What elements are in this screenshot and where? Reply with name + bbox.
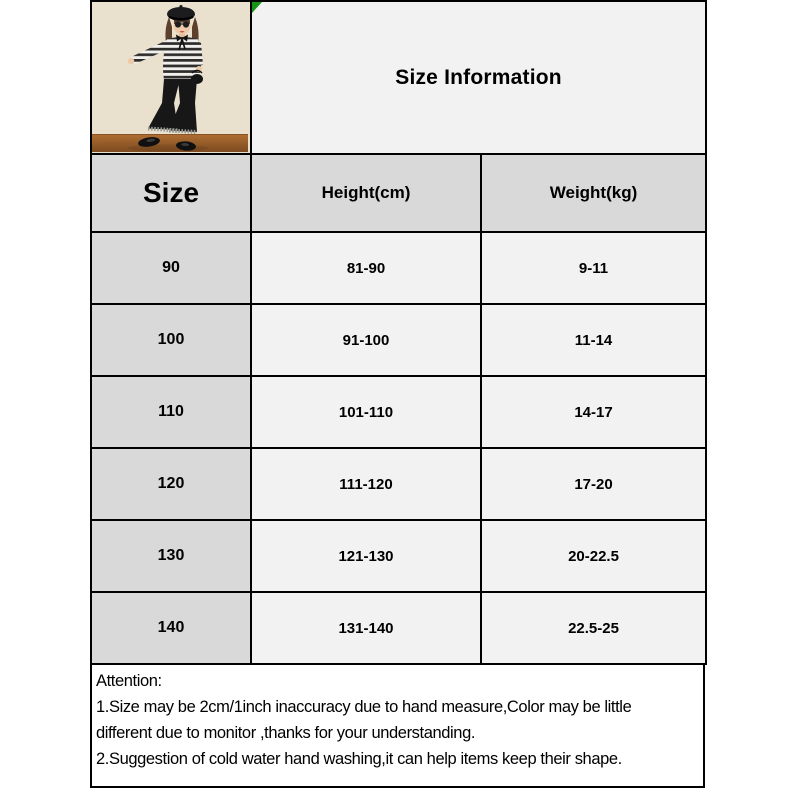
top-row [91,1,706,154]
height-value: 111-120 [251,448,481,520]
table-row [91,448,706,520]
size-value: 90 [91,232,251,304]
weight-value: 20-22.5 [481,520,706,592]
weight-value: 11-14 [481,304,706,376]
height-value: 81-90 [251,232,481,304]
attention-line: different due to monitor ,thanks for your understanding. [96,724,476,742]
size-value: 120 [91,448,251,520]
page-title: Size Information [395,65,562,89]
table-row [91,304,706,376]
child-model-photo [92,3,248,152]
size-information-header-cell [251,1,706,154]
size-chart-sheet [90,0,705,788]
size-value: 110 [91,376,251,448]
weight-value: 22.5-25 [481,592,706,664]
column-header-size: Size [91,154,251,232]
sunglasses [175,21,181,27]
size-value: 140 [91,592,251,664]
column-header-row [91,154,706,232]
table-row [91,232,706,304]
size-value: 100 [91,304,251,376]
attention-heading: Attention: [96,672,162,690]
size-value: 130 [91,520,251,592]
height-value: 91-100 [251,304,481,376]
table-row [91,520,706,592]
height-value: 121-130 [251,520,481,592]
green-corner-marker-icon [252,2,262,13]
column-header-weight: Weight(kg) [481,154,706,232]
table-row [91,592,706,664]
weight-value: 9-11 [481,232,706,304]
table-row [91,376,706,448]
weight-value: 17-20 [481,448,706,520]
height-value: 101-110 [251,376,481,448]
column-header-height: Height(cm) [251,154,481,232]
weight-value: 14-17 [481,376,706,448]
size-table [90,0,707,665]
attention-note [90,663,705,788]
height-value: 131-140 [251,592,481,664]
attention-line: 2.Suggestion of cold water hand washing,it can help items keep their shape. [96,750,622,768]
product-photo-cell [91,1,251,154]
attention-line: 1.Size may be 2cm/1inch inaccuracy due to hand measure,Color may be little [96,698,632,716]
